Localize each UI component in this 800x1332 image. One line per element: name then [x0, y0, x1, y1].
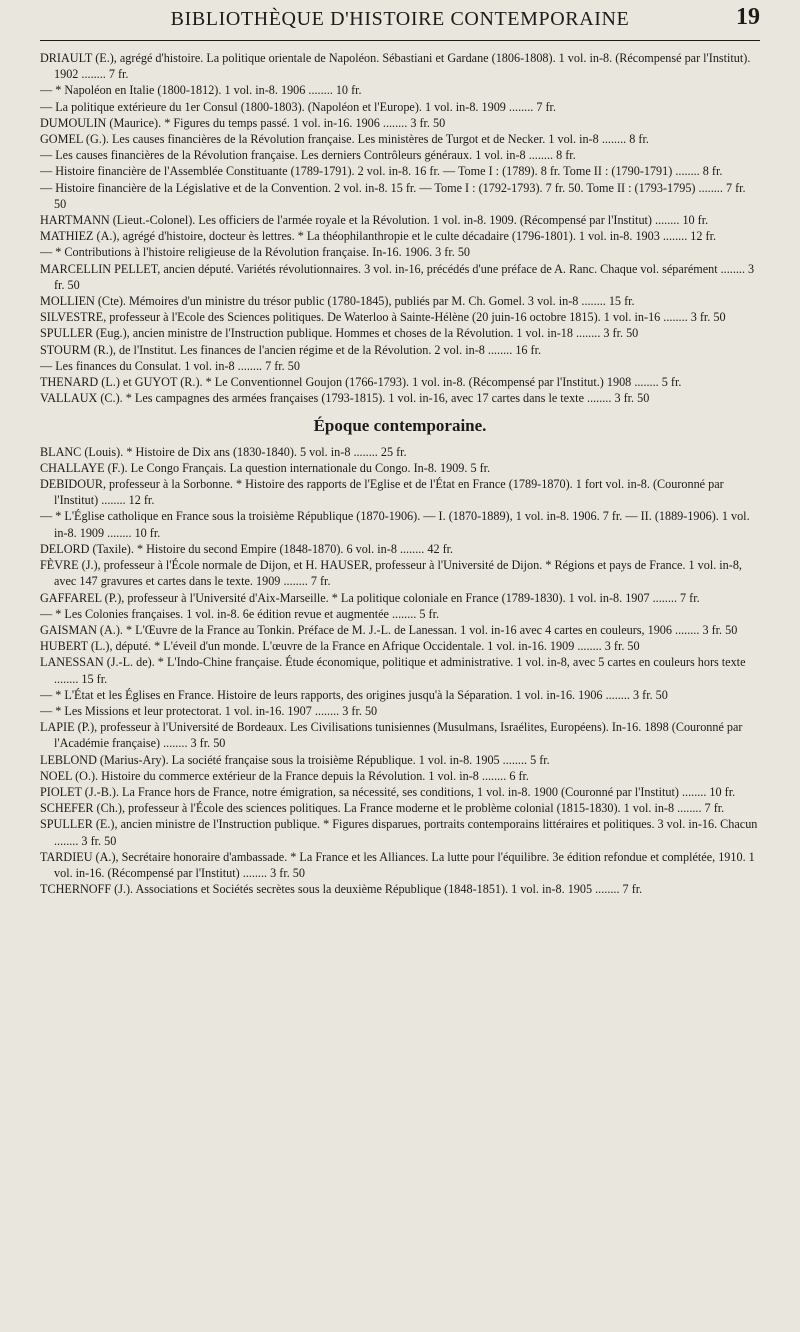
- catalog-entry: PIOLET (J.-B.). La France hors de France, notre émigration, sa nécessité, ses conditions, 1 vol. in-8. 1900 (Couronné par l'Institut) ........ 10 fr.: [40, 784, 736, 799]
- catalog-entry: TARDIEU (A.), Secrétaire honoraire d'ambassade. * La France et les Alliances. La lutte pour l'équilibre. 3e édition refondue et complétée, 1910. 1 vol. in-16. (Récompensé par l'Institut) ........ 3 fr. 50: [40, 849, 755, 880]
- catalog-entry: GOMEL (G.). Les causes financières de la Révolution française. Les ministères de Turgot et de Necker. 1 vol. in-8 ........ 8 fr.: [40, 132, 649, 147]
- catalog-entry: CHALLAYE (F.). Le Congo Français. La question internationale du Congo. In-8. 1909. 5 fr.: [40, 460, 491, 475]
- header-rule: [40, 40, 760, 41]
- catalog-entry: SPULLER (Eug.), ancien ministre de l'Instruction publique. Hommes et choses de la Révolution. 1 vol. in-18 ........ 3 fr. 50: [40, 326, 639, 341]
- catalog-entry: DUMOULIN (Maurice). * Figures du temps passé. 1 vol. in-16. 1906 ........ 3 fr. 50: [40, 115, 446, 130]
- catalog-entry: GAFFAREL (P.), professeur à l'Université d'Aix-Marseille. * La politique coloniale en France (1789-1830). 1 vol. in-8. 1907 ........ 7 fr.: [40, 590, 700, 605]
- catalog-entry: — La politique extérieure du 1er Consul (1800-1803). (Napoléon et l'Europe). 1 vol. in-8. 1909 ........ 7 fr.: [40, 99, 556, 114]
- catalog-entry: MATHIEZ (A.), agrégé d'histoire, docteur ès lettres. * La théophilanthropie et le culte décadaire (1796-1801). 1 vol. in-8. 1903 ........ 12 fr.: [40, 229, 717, 244]
- catalog-entry: HARTMANN (Lieut.-Colonel). Les officiers de l'armée royale et la Révolution. 1 vol. in-8. 1909. (Récompensé par l'Institut) ........ 10 fr.: [40, 213, 709, 228]
- catalog-entry: — Les finances du Consulat. 1 vol. in-8 ........ 7 fr. 50: [40, 358, 300, 373]
- running-head: BIBLIOTHÈQUE D'HISTOIRE CONTEMPORAINE: [170, 8, 630, 30]
- catalog-entry: THENARD (L.) et GUYOT (R.). * Le Conventionnel Goujon (1766-1793). 1 vol. in-8. (Récompensé par l'Institut.) 1908 ........ 5 fr.: [40, 375, 682, 390]
- catalog-entry: STOURM (R.), de l'Institut. Les finances de l'ancien régime et de la Révolution. 2 vol. in-8 ........ 16 fr.: [40, 342, 542, 357]
- catalog-entry: SPULLER (E.), ancien ministre de l'Instruction publique. * Figures disparues, portraits contemporains littéraires et politiques. 3 vol. in-16. Chacun ........ 3 fr. 50: [40, 817, 758, 848]
- page-header: [40, 4, 760, 44]
- catalog-entry: LAPIE (P.), professeur à l'Université de Bordeaux. Les Civilisations tunisiennes (Musulmans, Israélites, Européens). In-16. 1898 (Couronné par l'Académie française) ........ 3 fr. 50: [40, 720, 743, 751]
- catalog-entry: MOLLIEN (Cte). Mémoires d'un ministre du trésor public (1780-1845), publiés par M. Ch. Gomel. 3 vol. in-8 ........ 15 fr.: [40, 294, 635, 309]
- catalog-entry: — * Les Missions et leur protectorat. 1 vol. in-16. 1907 ........ 3 fr. 50: [40, 703, 378, 718]
- catalog-entry: — * Contributions à l'histoire religieuse de la Révolution française. In-16. 1906. 3 fr. 50: [40, 245, 471, 260]
- catalog-entry: NOEL (O.). Histoire du commerce extérieur de la France depuis la Révolution. 1 vol. in-8 ........ 6 fr.: [40, 768, 529, 783]
- catalog-entry: — Les causes financières de la Révolution française. Les derniers Contrôleurs généraux. 1 vol. in-8 ........ 8 fr.: [40, 148, 576, 163]
- catalog-entry: GAISMAN (A.). * L'Œuvre de la France au Tonkin. Préface de M. J.-L. de Lanessan. 1 vol. in-16 avec 4 cartes en couleurs, 1906 ........ 3 fr. 50: [40, 622, 738, 637]
- catalog-entry: DELORD (Taxile). * Histoire du second Empire (1848-1870). 6 vol. in-8 ........ 42 fr.: [40, 541, 454, 556]
- catalog-entry: FÈVRE (J.), professeur à l'École normale de Dijon, et H. HAUSER, professeur à l'Université de Dijon. * Régions et pays de France. 1 vol. in-8, avec 147 gravures et cartes dans le texte. 1909 ........ 7 fr.: [40, 558, 742, 589]
- catalog-entry: HUBERT (L.), député. * L'éveil d'un monde. L'œuvre de la France en Afrique Occidentale. 1 vol. in-16. 1909 ........ 3 fr. 50: [40, 639, 640, 654]
- catalog-entry: — Histoire financière de la Législative et de la Convention. 2 vol. in-8. 15 fr. — Tome I : (1792-1793). 7 fr. 50. Tome II : (1793-1795) ........ 7 fr. 50: [40, 180, 746, 211]
- catalog-entry: LEBLOND (Marius-Ary). La société française sous la troisième République. 1 vol. in-8. 1905 ........ 5 fr.: [40, 752, 550, 767]
- catalog-entry: DEBIDOUR, professeur à la Sorbonne. * Histoire des rapports de l'Eglise et de l'État en France (1789-1870). 1 fort vol. in-8. (Couronné par l'Institut) ........ 12 fr.: [40, 477, 724, 508]
- catalog-entry: BLANC (Louis). * Histoire de Dix ans (1830-1840). 5 vol. in-8 ........ 25 fr.: [40, 444, 407, 459]
- page-number: 19: [736, 4, 760, 30]
- section-title: Époque contemporaine.: [313, 416, 487, 436]
- catalog-entry: DRIAULT (E.), agrégé d'histoire. La politique orientale de Napoléon. Sébastiani et Gardane (1806-1808). 1 vol. in-8. (Récompensé par l'Institut). 1902 ........ 7 fr.: [40, 51, 751, 82]
- catalog-entry: SILVESTRE, professeur à l'Ecole des Sciences politiques. De Waterloo à Sainte-Hélène (20 juin-16 octobre 1815). 1 vol. in-16 ........ 3 fr. 50: [40, 310, 726, 325]
- catalog-entry: — * L'Église catholique en France sous la troisième République (1870-1906). — I. (1870-1889), 1 vol. in-8. 1906. 7 fr. — II. (1889-1906). 1 vol. in-8. 1909 ........ 10 fr.: [40, 509, 750, 540]
- catalog-entry: — * Les Colonies françaises. 1 vol. in-8. 6e édition revue et augmentée ........ 5 fr.: [40, 606, 440, 621]
- catalog-entry: VALLAUX (C.). * Les campagnes des armées françaises (1793-1815). 1 vol. in-16, avec 17 cartes dans le texte ........ 3 fr. 50: [40, 391, 650, 406]
- catalog-entry: TCHERNOFF (J.). Associations et Sociétés secrètes sous la deuxième République (1848-1851). 1 vol. in-8. 1905 ........ 7 fr.: [40, 882, 643, 897]
- catalog-entry: — * Napoléon en Italie (1800-1812). 1 vol. in-8. 1906 ........ 10 fr.: [40, 83, 362, 98]
- catalog-entry: — Histoire financière de l'Assemblée Constituante (1789-1791). 2 vol. in-8. 16 fr. — Tome I : (1789). 8 fr. Tome II : (1790-1791) ........ 8 fr.: [40, 164, 723, 179]
- catalog-entry: — * L'État et les Églises en France. Histoire de leurs rapports, des origines jusqu'à la Séparation. 1 vol. in-16. 1906 ........ 3 fr. 50: [40, 687, 668, 702]
- catalog-entry: LANESSAN (J.-L. de). * L'Indo-Chine française. Étude économique, politique et administrative. 1 vol. in-8, avec 5 cartes en couleurs hors texte ........ 15 fr.: [40, 655, 746, 686]
- catalog-entries: [40, 50, 760, 897]
- catalog-entry: MARCELLIN PELLET, ancien député. Variétés révolutionnaires. 3 vol. in-16, précédés d'une préface de A. Ranc. Chaque vol. séparément ........ 3 fr. 50: [40, 261, 755, 292]
- catalog-entry: SCHEFER (Ch.), professeur à l'École des sciences politiques. La France moderne et le problème colonial (1815-1830). 1 vol. in-8 ........ 7 fr.: [40, 801, 725, 816]
